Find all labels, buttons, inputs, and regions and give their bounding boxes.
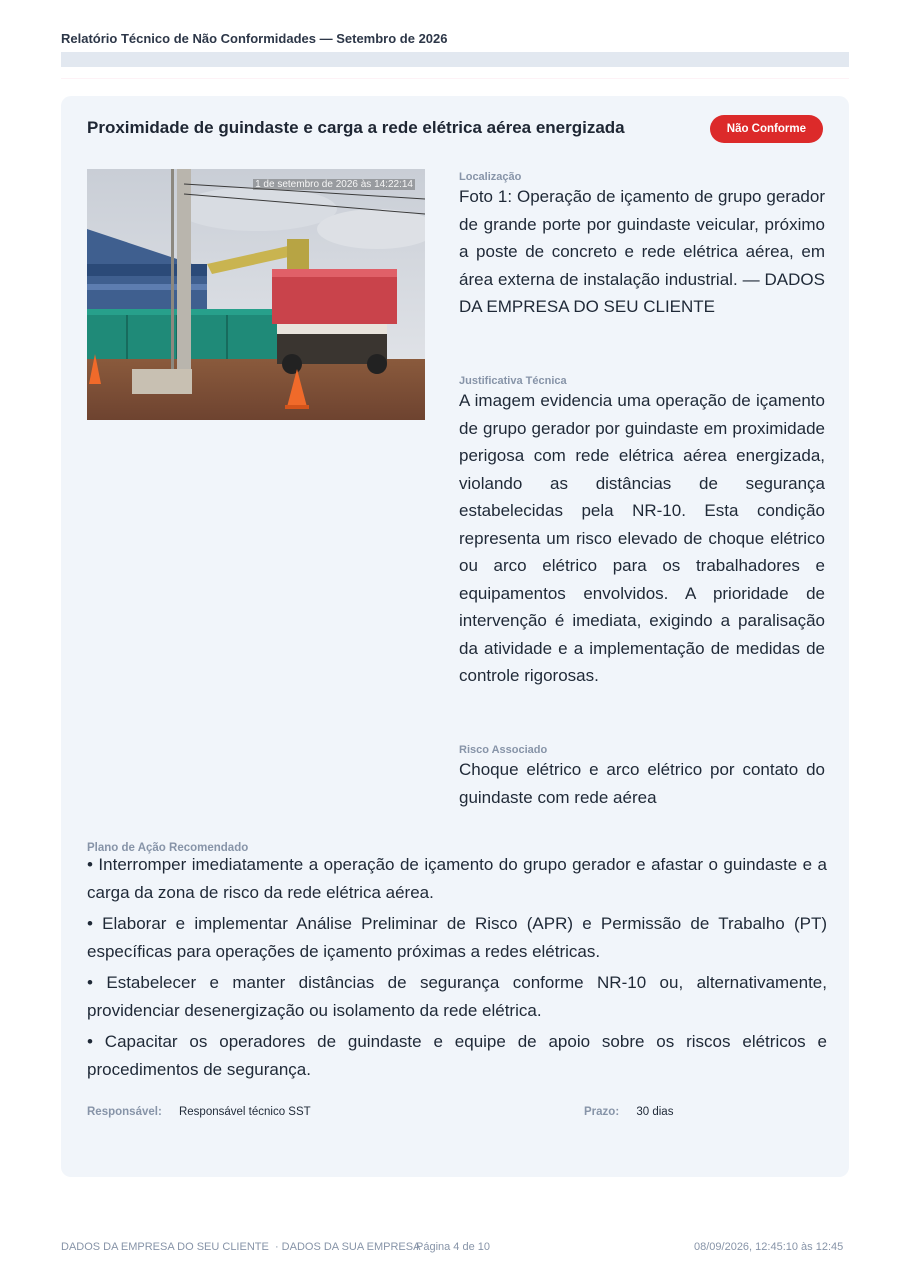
action-plan-list <box>87 851 827 1087</box>
footer-company: DADOS DA EMPRESA DO SEU CLIENTE · DADOS DA SUA EMPRESA <box>61 1241 421 1253</box>
responsible-field <box>87 1106 311 1118</box>
action-plan-label: Plano de Ação Recomendado <box>87 842 249 854</box>
deadline-label: Prazo: <box>584 1106 620 1118</box>
location-section <box>459 171 825 321</box>
footer-page-number: Página 4 de 10 <box>416 1241 491 1253</box>
photo-timestamp: 1 de setembro de 2026 às 14:22:14 <box>255 179 413 190</box>
card-title: Proximidade de guindaste e carga a rede elétrica aérea energizada <box>87 118 625 137</box>
site-photo[interactable] <box>87 169 425 420</box>
responsible-label: Responsável: <box>87 1106 162 1118</box>
crane-photo-illustration <box>87 169 425 420</box>
nonconformity-card <box>61 96 849 1177</box>
location-label: Localização <box>459 171 522 183</box>
action-item: • Interromper imediatamente a operação de içamento do grupo gerador e afastar o guindaste e a carga da zona de risco da rede elétrica aérea. <box>87 855 827 902</box>
risk-section <box>459 744 825 811</box>
deadline-value: 30 dias <box>636 1106 674 1118</box>
status-badge: Não Conforme <box>710 115 823 143</box>
deadline-field <box>584 1106 673 1118</box>
responsible-value: Responsável técnico SST <box>178 1106 311 1118</box>
action-item: • Estabelecer e manter distâncias de segurança conforme NR-10 ou, alternativamente, providenciar desenergização ou isolamento da rede elétrica. <box>87 973 827 1020</box>
action-item: • Capacitar os operadores de guindaste e equipe de apoio sobre os riscos elétricos e procedimentos de segurança. <box>87 1032 827 1079</box>
report-title: Relatório Técnico de Não Conformidades — Setembro de 2026 <box>61 31 448 46</box>
risk-text: Choque elétrico e arco elétrico por contato do guindaste com rede aérea <box>459 760 825 807</box>
action-item: • Elaborar e implementar Análise Preliminar de Risco (APR) e Permissão de Trabalho (PT) específicas para operações de içamento próximas a redes elétricas. <box>87 914 827 961</box>
justification-section <box>459 375 825 690</box>
location-text: Foto 1: Operação de içamento de grupo gerador de grande porte por guindaste veicular, próximo a poste de concreto e rede elétrica aérea, em área externa de instalação industrial. — DADOS DA EMPRESA DO SEU CLIENTE <box>459 187 825 316</box>
justification-label: Justificativa Técnica <box>459 375 567 387</box>
risk-label: Risco Associado <box>459 744 548 756</box>
footer-timestamp: 08/09/2026, 12:45:10 às 12:45 <box>694 1241 844 1253</box>
header-divider <box>61 78 849 79</box>
justification-text: A imagem evidencia uma operação de içamento de grupo gerador por guindaste em proximidade perigosa com rede elétrica aérea energizada, violando as distâncias de segurança estabelecidas pela NR-10. Esta condição representa um risco elevado de choque elétrico ou arco elétrico para os trabalhadores e equipamentos envolvidos. A prioridade de intervenção é imediata, exigindo a paralisação da atividade e a implementação de medidas de controle rigorosas. <box>459 391 825 685</box>
header-bar <box>61 52 849 67</box>
